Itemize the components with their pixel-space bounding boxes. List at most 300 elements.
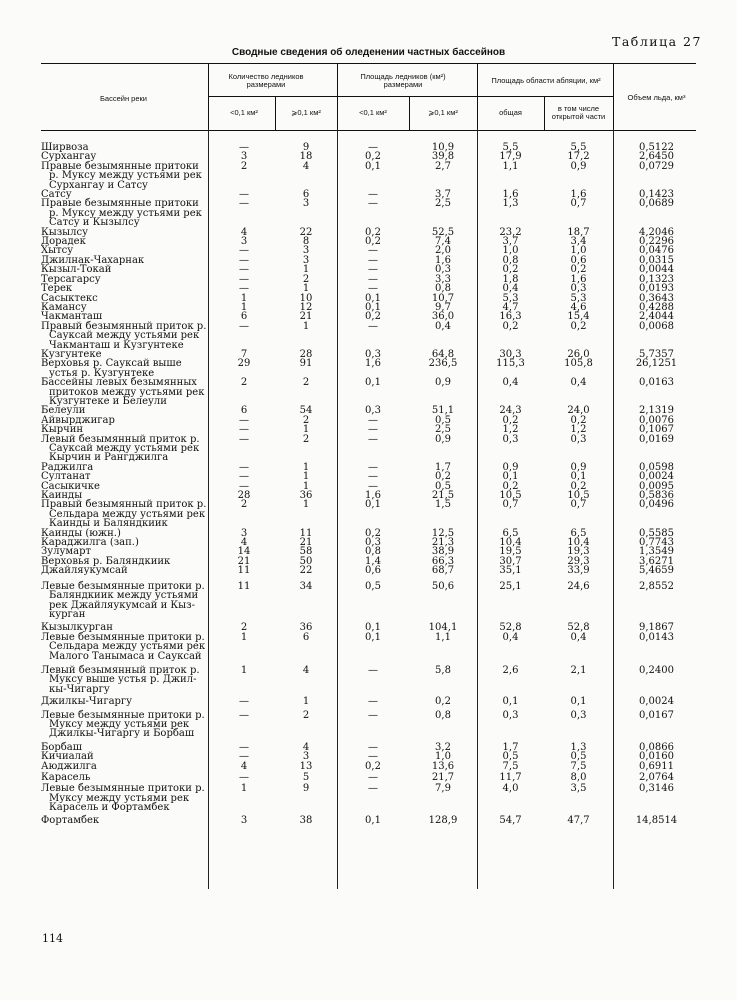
cell: 3,7 <box>502 236 519 248</box>
header-volume: Объем льда, км³ <box>627 92 686 102</box>
cell: 7,5 <box>502 760 519 772</box>
cell: 0,8 <box>435 709 451 721</box>
cell: 10,4 <box>567 537 590 549</box>
cell: 8 <box>302 236 310 248</box>
cell: 3 <box>302 254 310 266</box>
cell: — <box>239 254 249 266</box>
header-area-ge: ⩾0,1 км² <box>428 107 458 117</box>
header-divider <box>544 96 545 130</box>
cell: 1 <box>240 783 248 795</box>
cell: 10,9 <box>431 142 455 153</box>
basin-name-line: Кузгунтеке <box>41 348 102 360</box>
cell: 7,9 <box>435 783 451 795</box>
cell: 16,3 <box>499 311 522 323</box>
cell: 104,1 <box>428 622 458 634</box>
cell: 3,2 <box>435 741 451 753</box>
basin-name-line: Сасыкичке <box>41 480 100 492</box>
cell: 1 <box>240 664 248 676</box>
basin-name-line: кы-Чигаргу <box>49 683 110 695</box>
cell: 0,1067 <box>639 424 674 436</box>
cell: 0,0729 <box>639 160 674 172</box>
cell: — <box>239 751 249 763</box>
cell: 0,3 <box>570 709 587 721</box>
basin-name-line: Ширвоза <box>41 142 89 153</box>
cell: — <box>368 273 378 285</box>
cell: 0,4 <box>570 631 587 643</box>
cell: 23,2 <box>499 226 522 238</box>
basin-name-line: Зулумарт <box>41 546 92 558</box>
cell: 0,3643 <box>639 292 674 304</box>
basin-name-line: Левые безымянные притоки р. <box>41 783 205 795</box>
cell: 2,8552 <box>639 580 674 592</box>
cell: 5,5 <box>502 142 519 153</box>
cell: 6,5 <box>502 527 519 539</box>
basin-name-line: Султанат <box>41 471 91 483</box>
cell: — <box>239 741 249 753</box>
basin-name-line: Аюджилга <box>41 760 97 772</box>
cell: 24,6 <box>567 580 590 592</box>
cell: 38,9 <box>431 546 455 558</box>
cell: 0,5585 <box>639 527 674 539</box>
basin-name-line: Левый безымянный приток р. <box>41 664 200 676</box>
basin-name-line: Кырчин <box>41 424 84 436</box>
cell: 1 <box>240 292 248 304</box>
cell: 0,1 <box>365 622 381 634</box>
cell: — <box>239 414 249 426</box>
cell: 25,1 <box>499 580 522 592</box>
page-number: 114 <box>42 932 63 945</box>
cell: 1,0 <box>502 245 519 257</box>
basin-name-line: притоков между устьями рек <box>49 386 205 398</box>
cell: 0,2296 <box>639 236 674 248</box>
cell: 4 <box>240 226 248 238</box>
cell: 105,8 <box>564 358 593 370</box>
header-divider <box>208 64 209 130</box>
cell: 0,9 <box>435 377 451 389</box>
basin-name-line: Муксу между устьями рек <box>49 718 190 730</box>
cell: 10,4 <box>499 537 522 549</box>
basin-name-line: Кырчин и Рангджилга <box>49 452 169 464</box>
table-row <box>41 666 696 694</box>
cell: 52,5 <box>431 226 455 238</box>
cell: 4 <box>302 160 310 172</box>
cell: 0,2 <box>365 527 381 539</box>
basin-name <box>41 359 206 378</box>
basin-name-line: Муксу выше устья р. Джил- <box>49 674 197 686</box>
cell: 0,0598 <box>639 461 674 473</box>
cell: 3 <box>240 151 248 163</box>
cell: 2,5 <box>435 198 451 210</box>
cell: 0,8 <box>435 283 451 295</box>
header-divider <box>275 96 276 130</box>
cell: — <box>368 433 378 445</box>
cell: 0,0160 <box>639 751 674 763</box>
cell: 3,7 <box>435 189 451 201</box>
cell: 0,9 <box>435 433 451 445</box>
cell: 15,4 <box>567 311 590 323</box>
cell: 2 <box>302 377 310 389</box>
cell: 9 <box>302 142 310 153</box>
cell: 0,5 <box>435 480 451 492</box>
cell: — <box>239 471 249 483</box>
cell: — <box>368 414 378 426</box>
cell: 6 <box>240 405 248 417</box>
cell: 2,0 <box>435 245 451 257</box>
basin-name-line: Каинды <box>41 490 83 502</box>
header-divider <box>613 64 614 130</box>
cell: — <box>368 741 378 753</box>
cell: 0,3 <box>365 537 381 549</box>
cell: 0,9 <box>502 461 519 473</box>
cell: 0,0167 <box>639 709 674 721</box>
cell: 0,1 <box>365 301 381 313</box>
basin-name <box>41 199 206 227</box>
table-row <box>41 162 696 190</box>
cell: 5,7357 <box>639 348 674 360</box>
cell: 0,7 <box>502 499 519 511</box>
basin-name-line: Кузгунтеке и Белеули <box>49 395 167 407</box>
table-row <box>41 435 696 463</box>
cell: 0,1 <box>570 696 587 708</box>
basin-name <box>41 784 206 812</box>
cell: 1,7 <box>502 741 519 753</box>
cell: 0,5122 <box>639 142 674 153</box>
header-area-lt: <0,1 км² <box>359 107 387 117</box>
cell: 1 <box>302 480 310 492</box>
cell: — <box>368 664 378 676</box>
cell: 0,4 <box>570 377 587 389</box>
table-row <box>41 773 696 782</box>
cell: 1,8 <box>502 273 519 285</box>
cell: 19,3 <box>567 546 590 558</box>
cell: 34 <box>299 580 313 592</box>
cell: 1,6 <box>435 254 451 266</box>
cell: 14 <box>237 546 251 558</box>
cell: 51,1 <box>431 405 455 417</box>
cell: 1 <box>302 283 310 295</box>
cell: 0,3 <box>435 264 451 276</box>
cell: 0,5 <box>435 414 451 426</box>
cell: 2 <box>240 622 248 634</box>
basin-name-line: Каинды и Баляндкиик <box>49 518 168 530</box>
cell: 1 <box>302 424 310 436</box>
basin-name-line: Чакманташ <box>41 311 103 323</box>
cell: 0,2 <box>502 414 519 426</box>
cell: 0,4 <box>435 320 451 332</box>
table-row <box>41 711 696 739</box>
cell: — <box>368 696 378 708</box>
cell: 0,9 <box>570 461 587 473</box>
cell: 10,5 <box>499 490 522 502</box>
table-row <box>41 378 696 406</box>
cell: 52,8 <box>499 622 522 634</box>
cell: 0,4 <box>502 377 519 389</box>
cell: 29 <box>237 358 251 370</box>
cell: 3,4 <box>570 236 587 248</box>
cell: 0,4 <box>502 631 519 643</box>
basin-name-line: Правый безымянный приток р. <box>41 320 207 332</box>
cell: — <box>368 198 378 210</box>
table-row <box>41 784 696 812</box>
cell: 1,6 <box>570 189 587 201</box>
basin-name-line: Кызыл-Токай <box>41 264 112 276</box>
table-row <box>41 816 696 825</box>
cell: 52,8 <box>567 622 590 634</box>
cell: 0,1 <box>365 292 381 304</box>
cell: 7 <box>240 348 248 360</box>
cell: 0,0024 <box>639 696 674 708</box>
cell: 17,2 <box>567 151 590 163</box>
cell: 3 <box>240 814 248 826</box>
cell: 1 <box>302 264 310 276</box>
cell: 54 <box>299 405 313 417</box>
cell: 54,7 <box>499 814 522 826</box>
cell: — <box>239 424 249 436</box>
cell: 0,2 <box>435 696 451 708</box>
basin-name <box>41 435 206 463</box>
cell: 10,5 <box>567 490 590 502</box>
table-row <box>41 322 696 350</box>
cell: 0,2 <box>365 311 381 323</box>
basin-name-line: Сауксай между устьями рек <box>49 443 200 454</box>
cell: — <box>239 320 249 332</box>
cell: 12 <box>299 301 313 313</box>
cell: 0,2 <box>502 264 519 276</box>
cell: 2,1 <box>570 664 587 676</box>
cell: 11 <box>299 527 313 539</box>
cell: 3,5 <box>570 783 587 795</box>
table-row <box>41 697 696 706</box>
cell: 1,2 <box>502 424 519 436</box>
basin-name-line: Сатсу <box>41 189 72 201</box>
cell: 0,3 <box>502 433 519 445</box>
cell: 0,2 <box>435 471 451 483</box>
cell: 128,9 <box>428 814 458 826</box>
basin-name <box>41 697 206 706</box>
cell: 1,6 <box>570 273 587 285</box>
basin-name-line: Муксу между устьями рек <box>49 792 190 804</box>
basin-name-line: Чакманташ и Кузгунтеке <box>49 339 184 351</box>
cell: — <box>239 189 249 201</box>
cell: 2 <box>302 414 310 426</box>
header-divider <box>337 64 338 130</box>
cell: 18 <box>299 151 313 163</box>
cell: 4,6 <box>570 301 587 313</box>
cell: 0,7 <box>570 499 587 511</box>
cell: — <box>368 142 378 153</box>
basin-name-line: Джилнак-Чахарнак <box>41 254 145 266</box>
cell: 0,5 <box>365 580 381 592</box>
cell: — <box>368 254 378 266</box>
cell: 26,0 <box>567 348 590 360</box>
cell: 9,7 <box>435 301 451 313</box>
header-ablation-group: Площадь области абляции, км² <box>491 75 601 85</box>
cell: 0,2 <box>502 480 519 492</box>
cell: 47,7 <box>567 814 590 826</box>
table-row <box>41 582 696 620</box>
cell: 30,3 <box>499 348 522 360</box>
basin-name-line: Левые безымянные притоки р. <box>41 709 205 721</box>
header-count-lt: <0,1 км² <box>230 107 258 117</box>
cell: 2,4044 <box>639 311 674 323</box>
cell: 0,0163 <box>639 377 674 389</box>
basin-name-line: Верховья р. Сауксай выше <box>41 358 182 370</box>
cell: 0,3 <box>365 405 381 417</box>
cell: 50,6 <box>431 580 455 592</box>
cell: — <box>368 245 378 257</box>
cell: 11 <box>237 580 251 592</box>
basin-name-line: Белеули <box>41 405 86 417</box>
cell: 17,9 <box>499 151 522 163</box>
cell: — <box>368 751 378 763</box>
cell: 1,4 <box>365 555 381 567</box>
basin-name-line: Правые безымянные притоки <box>41 160 199 172</box>
cell: 21,7 <box>431 772 455 783</box>
table-header <box>41 63 696 131</box>
basin-name-line: Верховья р. Баляндкиик <box>41 555 171 567</box>
cell: — <box>239 142 249 153</box>
cell: 0,0496 <box>639 499 674 511</box>
basin-name-line: Сасыктекс <box>41 292 98 304</box>
cell: 4 <box>302 741 310 753</box>
cell: 0,7743 <box>639 537 674 549</box>
cell: 10 <box>299 292 313 304</box>
cell: 10,7 <box>431 292 455 304</box>
cell: 12,5 <box>431 527 455 539</box>
cell: 0,1 <box>502 696 519 708</box>
cell: 36 <box>299 622 313 634</box>
cell: 0,1 <box>365 377 381 389</box>
basin-name-line: Борбаш <box>41 741 83 753</box>
cell: 0,1 <box>365 160 381 172</box>
cell: 2 <box>302 709 310 721</box>
cell: 0,2400 <box>639 664 674 676</box>
cell: 2,7 <box>435 160 451 172</box>
header-divider <box>477 64 478 130</box>
cell: 4,0 <box>502 783 519 795</box>
cell: 4,2046 <box>639 226 674 238</box>
cell: 0,2 <box>502 320 519 332</box>
cell: 115,3 <box>496 358 525 370</box>
cell: 0,0315 <box>639 254 674 266</box>
basin-name-line: Баляндкиик между устьями <box>49 590 199 602</box>
cell: 236,5 <box>428 358 458 370</box>
cell: 0,3 <box>570 283 587 295</box>
cell: 2 <box>240 499 248 511</box>
cell: 0,1423 <box>639 189 674 201</box>
cell: 1,0 <box>570 245 587 257</box>
header-ablation-total: общая <box>499 107 522 117</box>
cell: 0,0866 <box>639 741 674 753</box>
cell: 0,4288 <box>639 301 674 313</box>
cell: 7,4 <box>435 236 451 248</box>
cell: 28 <box>237 490 251 502</box>
cell: 9,1867 <box>639 622 674 634</box>
cell: 0,5836 <box>639 490 674 502</box>
cell: 13,6 <box>431 760 455 772</box>
table-row <box>41 359 696 378</box>
cell: 0,1 <box>365 814 381 826</box>
cell: — <box>239 198 249 210</box>
cell: 4,7 <box>502 301 519 313</box>
cell: 1,3 <box>502 198 519 210</box>
cell: 7,5 <box>570 760 587 772</box>
cell: 0,2 <box>570 264 587 276</box>
cell: 2,6 <box>502 664 519 676</box>
cell: 1,5 <box>435 499 451 511</box>
cell: 14,8514 <box>635 814 678 826</box>
header-area-group: Площадь ледников (км²) размерами <box>360 71 446 89</box>
basin-name-line: Бассейны левых безымянных <box>41 377 197 389</box>
cell: 0,3 <box>502 709 519 721</box>
cell: 2 <box>240 377 248 389</box>
basin-name-line: Джайляукумсай <box>41 565 128 577</box>
cell: 91 <box>299 358 313 370</box>
header-count-group: Количество ледников размерами <box>228 71 304 89</box>
cell: 24,0 <box>567 405 590 417</box>
basin-name <box>41 500 206 528</box>
basin-name-line: Камансу <box>41 301 87 313</box>
basin-name <box>41 566 206 575</box>
basin-name-line: Джилкы-Чигаргу <box>41 696 133 708</box>
cell: — <box>368 480 378 492</box>
cell: 1 <box>240 301 248 313</box>
cell: 21 <box>299 537 313 549</box>
cell: 1,3 <box>570 741 587 753</box>
header-divider <box>409 96 410 130</box>
basin-name-line: курган <box>49 608 86 620</box>
basin-name-line: Караджилга (зап.) <box>41 537 139 549</box>
basin-name-line: Дорадек <box>41 236 86 248</box>
cell: 39,8 <box>431 151 455 163</box>
cell: 2 <box>240 160 248 172</box>
basin-name-line: Сатсу и Кызылсу <box>49 217 140 229</box>
header-subdivider <box>208 96 613 97</box>
basin-name-line: Правый безымянный приток р. <box>41 499 207 511</box>
cell: — <box>239 433 249 445</box>
cell: 36 <box>299 490 313 502</box>
cell: 19,5 <box>499 546 522 558</box>
basin-name <box>41 666 206 694</box>
cell: — <box>368 783 378 795</box>
basin-name-line: Джилкы-Чигаргу и Борбаш <box>49 728 195 740</box>
basin-name-line: Сурхангау <box>41 151 97 163</box>
cell: — <box>239 480 249 492</box>
cell: 64,8 <box>431 348 455 360</box>
basin-name <box>41 582 206 620</box>
table-row <box>41 762 696 771</box>
cell: — <box>239 283 249 295</box>
table-row <box>41 500 696 528</box>
cell: 18,7 <box>567 226 590 238</box>
table-row <box>41 566 696 575</box>
header-count-ge: ⩾0,1 км² <box>291 107 321 117</box>
cell: — <box>368 424 378 436</box>
cell: — <box>368 320 378 332</box>
cell: 5 <box>302 772 310 783</box>
cell: 38 <box>299 814 313 826</box>
cell: 0,7 <box>570 198 587 210</box>
cell: 0,1 <box>365 499 381 511</box>
cell: 4 <box>240 760 248 772</box>
cell: 3,3 <box>435 273 451 285</box>
cell: 6 <box>302 189 310 201</box>
cell: 50 <box>299 555 313 567</box>
basin-name-line: Правые безымянные притоки <box>41 198 199 210</box>
cell: 2,0764 <box>639 772 674 783</box>
cell: 0,5 <box>570 751 587 763</box>
basin-name-line: Малого Танымаса и Сауксай <box>49 650 202 662</box>
